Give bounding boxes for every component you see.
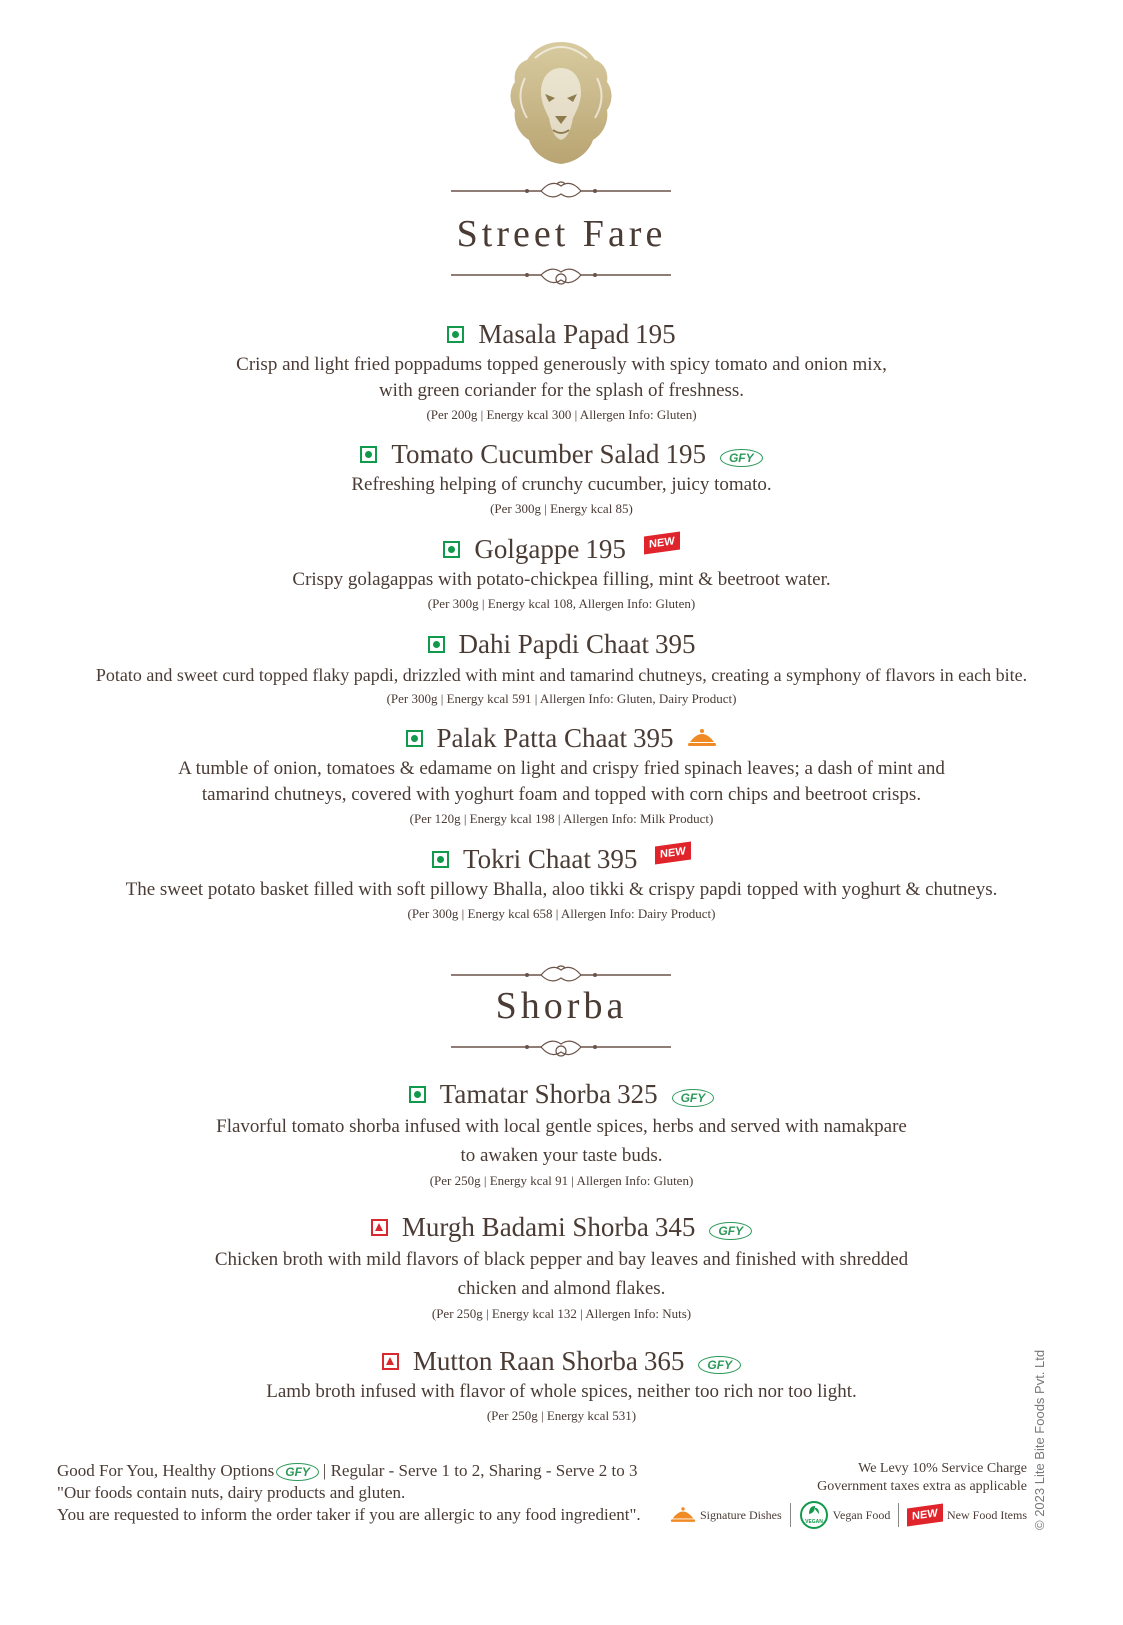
menu-item [60, 438, 1063, 518]
item-description [60, 352, 1063, 404]
item-price: 195 [635, 319, 676, 349]
non-veg-icon [382, 1353, 399, 1370]
item-nutrition-info: (Per 200g | Energy kcal 300 | Allergen Info: Gluten) [426, 407, 697, 422]
item-title [432, 843, 691, 875]
lion-logo [505, 38, 617, 166]
menu-item [60, 1211, 1063, 1323]
item-description-line: with green coriander for the splash of freshness. [378, 380, 745, 401]
item-description-line: chicken and almond flakes. [457, 1278, 666, 1299]
legend-separator [898, 1503, 899, 1527]
item-price: 395 [596, 844, 638, 874]
veg-icon [447, 326, 464, 343]
menu-item [60, 1345, 1063, 1425]
item-name: Murgh Badami Shorba [401, 1212, 649, 1242]
veg-icon [428, 636, 445, 653]
serving-info: | Regular - Serve 1 to 2, Sharing - Serve 2 to 3 [322, 1461, 638, 1480]
item-name: Dahi Papdi Chaat [458, 629, 649, 659]
item-price: 395 [654, 629, 696, 659]
vegan-icon [799, 1500, 829, 1530]
ornament-divider [451, 176, 671, 206]
veg-icon [406, 730, 423, 747]
item-price: 325 [617, 1079, 658, 1109]
item-name: Masala Papad [478, 319, 630, 349]
item-description-line: to awaken your taste buds. [460, 1145, 663, 1166]
veg-icon [432, 851, 449, 868]
item-description [60, 1245, 1063, 1303]
item-nutrition-info: (Per 300g | Energy kcal 658 | Allergen Info: Dairy Product) [407, 906, 716, 921]
item-title [409, 1078, 714, 1110]
item-name: Palak Patta Chaat [436, 723, 627, 753]
gfy-badge-icon: GFY [698, 1356, 741, 1374]
legend-separator [790, 1503, 791, 1527]
footer-notes [57, 1460, 697, 1526]
menu-item [60, 722, 1063, 828]
item-title [360, 438, 762, 470]
item-nutrition-info: (Per 120g | Energy kcal 198 | Allergen Info: Milk Product) [409, 811, 714, 826]
signature-dish-icon [670, 1505, 696, 1525]
item-description-line: Flavorful tomato shorba infused with local gentle spices, herbs and served with namakpare [216, 1116, 907, 1137]
veg-icon [443, 541, 460, 558]
item-title [447, 318, 675, 350]
legend-vegan [799, 1500, 891, 1530]
menu-item [60, 1078, 1063, 1190]
item-name: Tokri Chaat [463, 844, 591, 874]
item-description-line: tamarind chutneys, covered with yoghurt foam and topped with corn chips and beetroot crisps. [201, 784, 922, 805]
item-description-line: Crisp and light fried poppadums topped generously with spicy tomato and onion mix, [236, 354, 887, 375]
item-name: Mutton Raan Shorba [412, 1346, 638, 1376]
item-price: 395 [632, 723, 674, 753]
item-nutrition-info: (Per 300g | Energy kcal 108, Allergen Info: Gluten) [427, 596, 696, 611]
legend-label: Signature Dishes [700, 1507, 782, 1522]
item-title [371, 1211, 752, 1243]
allergy-notice: "Our foods contain nuts, dairy products and gluten. [57, 1483, 406, 1502]
new-badge-icon: NEW [907, 1503, 943, 1526]
new-badge-icon: NEW [644, 531, 680, 554]
legend-label: New Food Items [947, 1507, 1027, 1522]
item-name: Tomato Cucumber Salad [391, 439, 660, 469]
legend-label: Vegan Food [832, 1507, 891, 1522]
gfy-badge-icon: GFY [672, 1089, 715, 1107]
item-description-line: Chicken broth with mild flavors of black pepper and bay leaves and finished with shredded [214, 1249, 909, 1270]
item-title [428, 628, 696, 660]
footer-serving-line [57, 1460, 697, 1482]
allergy-notice: You are requested to inform the order taker if you are allergic to any food ingredient". [57, 1505, 641, 1524]
svg-text:VEGAN: VEGAN [804, 1519, 823, 1525]
item-nutrition-info: (Per 250g | Energy kcal 91 | Allergen Info: Gluten) [429, 1173, 694, 1188]
item-title [443, 533, 679, 565]
menu-item [60, 843, 1063, 923]
menu-item [60, 318, 1063, 424]
item-nutrition-info: (Per 300g | Energy kcal 85) [490, 501, 633, 516]
veg-icon [360, 446, 377, 463]
item-name: Tamatar Shorba [439, 1079, 612, 1109]
item-price: 195 [665, 439, 706, 469]
item-title [382, 1345, 741, 1377]
item-price: 365 [643, 1346, 685, 1376]
veg-icon [409, 1086, 426, 1103]
item-price: 345 [654, 1212, 696, 1242]
item-description [60, 1112, 1063, 1170]
legend-signature [670, 1505, 782, 1525]
gfy-badge-icon: GFY [709, 1222, 752, 1240]
item-description [60, 756, 1063, 808]
item-description: Potato and sweet curd topped flaky papdi, drizzled with mint and tamarind chutneys, creating a symphony of flavors in each bite. [95, 665, 1028, 685]
section-title-shorba: Shorba [495, 985, 628, 1027]
item-nutrition-info: (Per 250g | Energy kcal 531) [486, 1408, 637, 1423]
copyright-text: © 2023 Lite Bite Foods Pvt. Ltd [1032, 1349, 1047, 1530]
item-description-line: A tumble of onion, tomatoes & edamame on light and crispy fried spinach leaves; a dash of mint and [178, 758, 945, 779]
item-description: Refreshing helping of crunchy cucumber, juicy tomato. [351, 474, 772, 495]
ornament-divider [451, 260, 671, 290]
item-price: 195 [585, 534, 626, 564]
signature-dish-icon [687, 727, 717, 749]
item-description: The sweet potato basket filled with soft pillowy Bhalla, aloo tikki & crispy papdi topped with yoghurt & chutneys. [125, 879, 998, 900]
tax-note: Government taxes extra as applicable [817, 1479, 1027, 1494]
gfy-badge-icon: GFY [276, 1463, 319, 1481]
item-nutrition-info: (Per 300g | Energy kcal 591 | Allergen Info: Gluten, Dairy Product) [386, 691, 737, 706]
service-charge-note: We Levy 10% Service Charge [858, 1461, 1027, 1476]
gfy-legend-label: Good For You, Healthy Options [57, 1461, 275, 1480]
item-name: Golgappe [474, 534, 580, 564]
section-title-street-fare: Street Fare [456, 213, 667, 255]
menu-item [60, 628, 1063, 708]
ornament-divider [451, 1032, 671, 1062]
item-nutrition-info: (Per 250g | Energy kcal 132 | Allergen Info: Nuts) [431, 1306, 692, 1321]
item-description: Lamb broth infused with flavor of whole spices, neither too rich nor too light. [266, 1381, 857, 1402]
item-description: Crispy golagappas with potato-chickpea filling, mint & beetroot water. [292, 569, 831, 590]
item-title [406, 722, 718, 754]
gfy-badge-icon: GFY [720, 449, 763, 467]
menu-item [60, 533, 1063, 613]
footer-charges [627, 1460, 1027, 1496]
non-veg-icon [371, 1219, 388, 1236]
new-badge-icon: NEW [655, 841, 691, 864]
legend-new [907, 1506, 1027, 1524]
icon-legend [670, 1500, 1027, 1530]
